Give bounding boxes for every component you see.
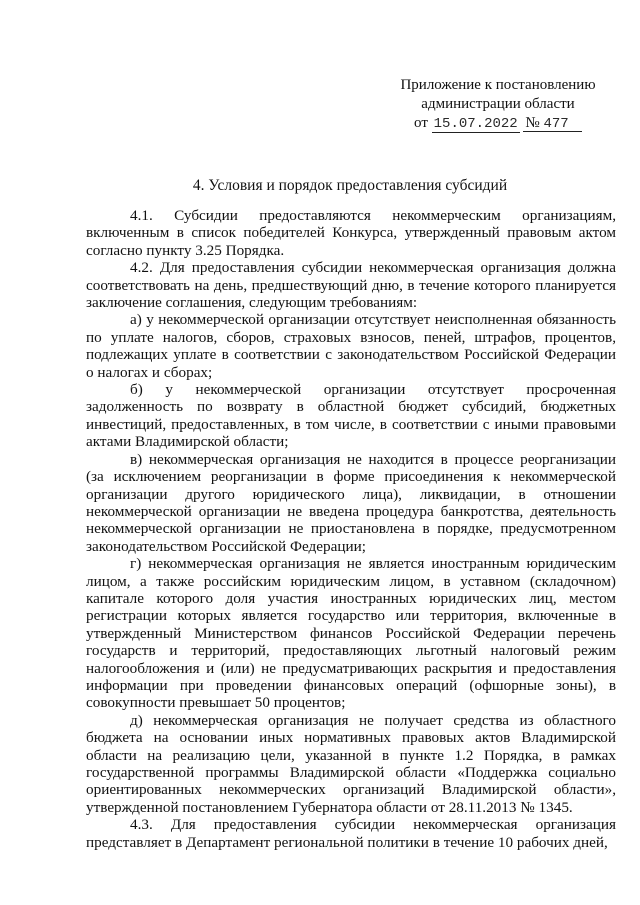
paragraph-g: г) некоммерческая организация не является иностранным юридическим лицом, а также российским юридическим лицом, в уставном (складочном) капитале которого доля участия иностранных юридических лиц, местом регистрации которых является государство или территория, включенные в утвержденный Министерством финансов Российской Федерации перечень государств и территорий, предоставляющих льготный налоговый режим налогообложения и (или) не предусматривающих раскрытия и предоставления информации при проведении финансовых операций (офшорные зоны), в совокупности превышает 50 процентов; (86, 555, 616, 712)
appendix-line-1: Приложение к постановлению (400, 77, 596, 93)
paragraph-d: д) некоммерческая организация не получает средства из областного бюджета на основании иных нормативных правовых актов Владимирской области на реализацию цели, указанной в пункте 1.2 Порядка, в рамках государственной программы Владимирской области «Поддержка социально ориентированных некоммерческих организаций Владимирской области», утвержденной постановлением Губернатора области от 28.11.2013 № 1345. (86, 711, 616, 816)
paragraph-v: в) некоммерческая организация не находится в процессе реорганизации (за исключением реорганизации в форме присоединения к некоммерческой организации другого юридического лица), ликвидации, в отношении некоммерческой организации не введена процедура банкротства, деятельность некоммерческой организации не приостановлена в порядке, предусмотренном законодательством Российской Федерации; (86, 450, 616, 555)
appendix-header (378, 76, 618, 134)
date-prefix: от (414, 115, 428, 131)
decree-date: 15.07.2022 (433, 116, 518, 132)
section-title: 4. Условия и порядок предоставления субсидий (192, 177, 508, 194)
paragraph-a: а) у некоммерческой организации отсутствует неисполненная обязанность по уплате налогов, сборов, страховых взносов, пеней, штрафов, процентов, подлежащих уплате в соответствии с законодательством Российской Федерации о налогах и сборах; (86, 311, 616, 381)
paragraph-4-2: 4.2. Для предоставления субсидии некоммерческая организация должна соответствовать на день, предшествующий дню, в течение которого планируется заключение соглашения, следующим требованиям: (86, 259, 616, 312)
paragraph-4-3: 4.3. Для предоставления субсидии некоммерческая организация представляет в Департамент региональной политики в течение 10 рабочих дней, (86, 816, 616, 851)
document-body (86, 207, 616, 851)
paragraph-b: б) у некоммерческой организации отсутствует просроченная задолженность по возврату в областной бюджет субсидий, бюджетных инвестиций, предоставленных, в том числе, в соответствии с иными правовыми актами Владимирской области; (86, 381, 616, 451)
paragraph-4-1: 4.1. Субсидии предоставляются некоммерческим организациям, включенным в список победителей Конкурса, утвержденный правовым актом согласно пункту 3.25 Порядка. (86, 207, 616, 259)
decree-number: 477 (543, 116, 569, 132)
decree-number-group (523, 115, 582, 132)
number-prefix: № (525, 115, 540, 131)
appendix-line-2: администрации области (421, 96, 575, 112)
appendix-date-line (378, 114, 618, 134)
